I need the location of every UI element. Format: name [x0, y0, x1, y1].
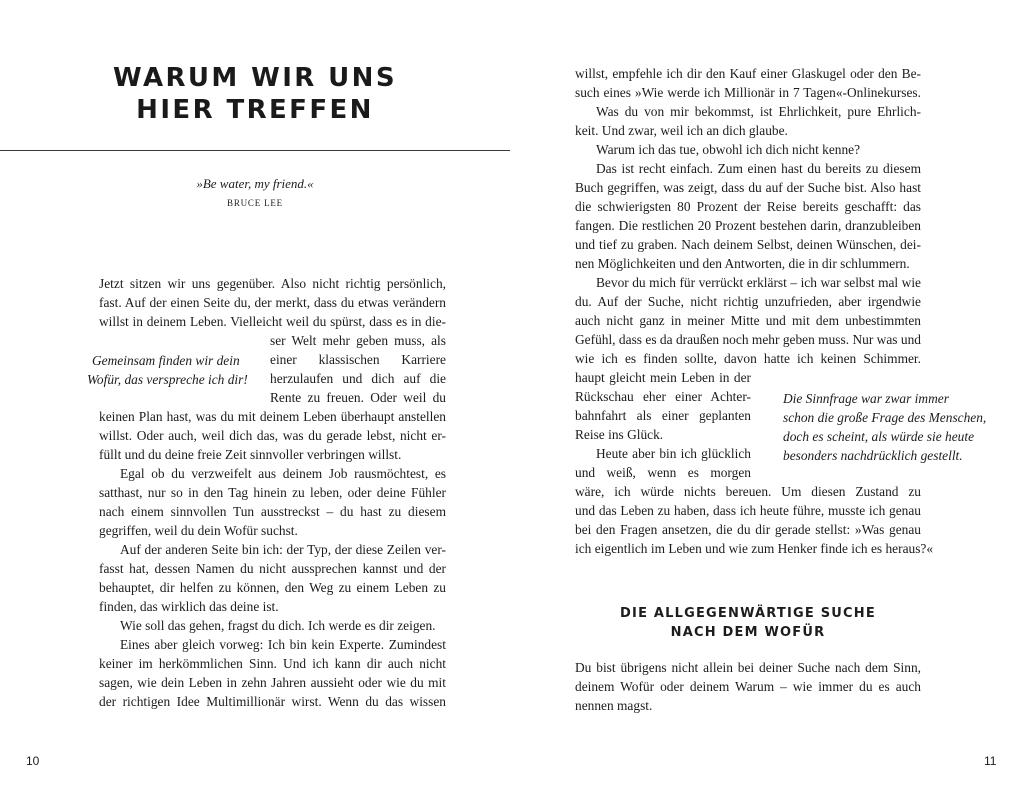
text-line: nach einem sinnvollen Tun ausstreckst – du hast zu diesem — [99, 504, 446, 519]
text-line: der richtigen Idee Multimillionär wirst. Wenn du das wissen — [99, 694, 446, 709]
text-line: Auf der anderen Seite bin ich: der Typ, der diese Zeilen ver- — [120, 542, 446, 557]
text-line: sagen, wie dein Leben in zehn Jahren aussieht oder wie du mit — [99, 675, 446, 690]
section-heading — [575, 604, 921, 642]
margin-note-line: Wofür, das verspreche ich dir! — [87, 372, 248, 387]
title-divider — [0, 150, 510, 151]
text-line: keiner im herkömmlichen Sinn. Und ich kann dir auch nicht — [99, 656, 446, 671]
text-line: Gefühl, dass es da draußen noch mehr geben muss. Nur was und — [575, 332, 921, 347]
text-line: Wie soll das gehen, fragst du dich. Ich werde es dir zeigen. — [120, 618, 436, 633]
margin-note-line: schon die große Frage des Menschen, — [783, 410, 987, 425]
epigraph-quote: »Be water, my friend.« — [196, 176, 314, 191]
text-line: satthast, nur so in den Tag hinein zu leben, oder deine Fühler — [99, 485, 446, 500]
margin-note-line: doch es scheint, als würde sie heute — [783, 429, 975, 444]
epigraph — [130, 176, 380, 208]
text-line: wäre, ich würde nichts bereuen. Um diesen Zustand zu — [575, 484, 921, 499]
text-line: die schwierigsten 80 Prozent der Reise bereits geschafft: das — [575, 199, 921, 214]
margin-note-line: besonders nachdrücklich gestellt. — [783, 448, 963, 463]
margin-note-line: Die Sinnfrage war zwar immer — [783, 391, 949, 406]
text-line: such eines »Wie werde ich Millionär in 7 Tagen«-Onlinekurses. — [575, 85, 921, 100]
text-line: und tief zu graben. Nach deinem Selbst, deinen Wünschen, dei- — [575, 237, 921, 252]
section-heading-line-2: NACH DEM WOFÜR — [670, 625, 826, 640]
text-line: behauptet, dir helfen zu können, den Weg zu einem Leben zu — [99, 580, 446, 595]
text-line: finden, das wirklich das deine ist. — [99, 599, 279, 614]
text-line: Eines aber gleich vorweg: Ich bin kein Experte. Zumindest — [120, 637, 446, 652]
text-line: nen Möglichkeiten und den Antworten, die in dir schlummern. — [575, 256, 910, 271]
text-line: keit. Und zwar, weil ich an dich glaube. — [575, 123, 788, 138]
text-line: willst in deinem Leben. Vielleicht weil du spürst, dass es in die- — [99, 314, 446, 329]
text-line: und weiß, wenn es morgen — [575, 465, 751, 480]
text-line: Rückschau eher einer Achter- — [575, 389, 751, 404]
margin-note-line: Gemeinsam finden wir dein — [92, 353, 240, 368]
text-line: ich eigentlich im Leben und wie zum Henker finde ich es heraus?« — [575, 541, 934, 556]
chapter-title-line-2: HIER TREFFEN — [136, 95, 374, 125]
text-line: wie ich es finden sollte, davon hatte ich keinen Schimmer. — [575, 351, 921, 366]
text-line: nennen magst. — [575, 698, 653, 713]
text-line: herzulaufen und dich auf die — [270, 371, 446, 386]
text-line: deinem Wofür oder deinem Warum – wie immer du es auch — [575, 679, 921, 694]
text-line: Egal ob du verzweifelt aus deinem Job rausmöchtest, es — [120, 466, 446, 481]
text-line: Warum ich das tue, obwohl ich dich nicht kenne? — [596, 142, 861, 157]
text-line: Reise ins Glück. — [575, 427, 664, 442]
text-line: bei den Fragen ansetzen, die du dir gerade stellst: »Was genau — [575, 522, 921, 537]
text-line: auch nicht ganz in meiner Mitte und mit dem unbestimmten — [575, 313, 921, 328]
text-line: fast. Auf der einen Seite du, der merkt, dass du etwas verändern — [99, 295, 446, 310]
text-line: und das Leben zu haben, dass ich heute führe, musste ich genau — [575, 503, 921, 518]
text-line: einer klassischen Karriere — [270, 352, 446, 367]
page-number-left: 10 — [26, 754, 40, 768]
text-line: haupt gleicht mein Leben in der — [575, 370, 751, 385]
text-line: Heute aber bin ich glücklich — [596, 446, 751, 461]
text-line: Du bist übrigens nicht allein bei deiner Suche nach dem Sinn, — [575, 660, 921, 675]
section-heading-line-1: DIE ALLGEGENWÄRTIGE SUCHE — [620, 606, 876, 621]
text-line: du. Auf der Suche, nicht richtig unzufrieden, aber irgendwie — [575, 294, 921, 309]
text-line: willst. Oder auch, weil dich das, was du gerade lebst, nicht er- — [99, 428, 446, 443]
page-number-right: 11 — [984, 754, 997, 768]
chapter-title — [0, 62, 510, 126]
text-line: keinen Plan hast, was du mit deinem Leben überhaupt anstellen — [99, 409, 446, 424]
text-line: ser Welt mehr geben muss, als — [270, 333, 446, 348]
text-line: Buch gegriffen, was zeigt, dass du auf der Suche bist. Also hast — [575, 180, 921, 195]
text-line: fasst hat, dessen Namen du nicht aussprechen kannst und der — [99, 561, 446, 576]
text-line: fangen. Die restlichen 20 Prozent bestehen darin, dranzubleiben — [575, 218, 921, 233]
text-line: Jetzt sitzen wir uns gegenüber. Also nicht richtig persönlich, — [99, 276, 446, 291]
text-line: gegriffen, weil du dein Wofür suchst. — [99, 523, 298, 538]
text-line: Das ist recht einfach. Zum einen hast du bereits zu diesem — [596, 161, 921, 176]
text-line: Rente zu freuen. Oder weil du — [270, 390, 446, 405]
epigraph-author: BRUCE LEE — [227, 198, 283, 208]
text-line: willst, empfehle ich dir den Kauf einer Glaskugel oder den Be- — [575, 66, 921, 81]
text-line: Bevor du mich für verrückt erklärst – ich war selbst mal wie — [596, 275, 921, 290]
text-line: füllt und du deine freie Zeit sinnvoller verbringen willst. — [99, 447, 402, 462]
chapter-title-line-1: WARUM WIR UNS — [113, 63, 397, 93]
text-line: Was du von mir bekommst, ist Ehrlichkeit, pure Ehrlich- — [596, 104, 921, 119]
text-line: bahnfahrt als einer geplanten — [575, 408, 751, 423]
